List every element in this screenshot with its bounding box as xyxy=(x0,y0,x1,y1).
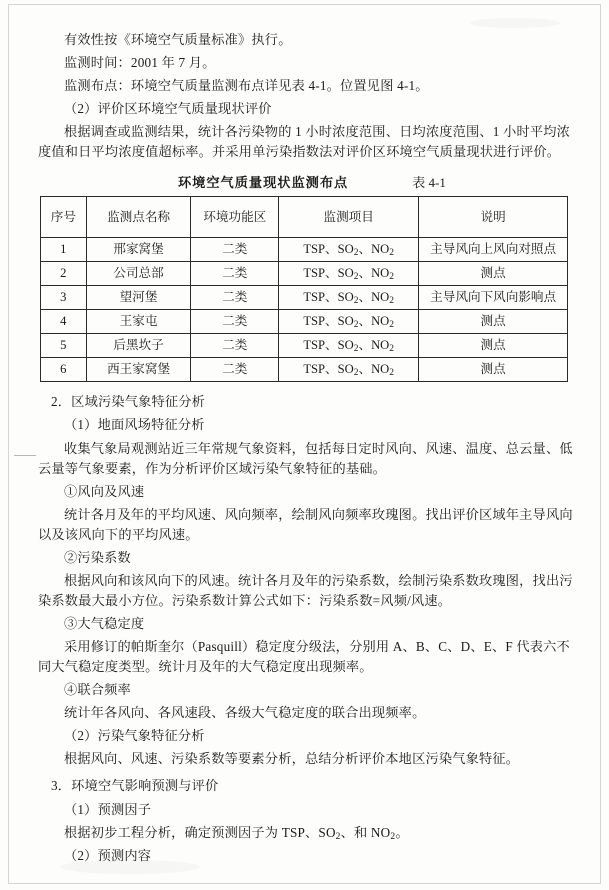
paragraph-2-1-body: 收集气象局观测站近三年常规气象资料，包括每日定时风向、风速、温度、总云量、低云量等气象要素，作为分析评价区域污染气象特征的基础。 xyxy=(38,440,573,476)
table-row xyxy=(41,310,568,334)
cell-monitor-items: TSP、$SO_2$、$NO_2$ xyxy=(279,262,419,286)
cell-point-name: 后黑坎子 xyxy=(86,334,191,358)
section-meteorology xyxy=(38,392,574,769)
paragraph-joint-frequency-heading: ④联合频率 xyxy=(64,682,131,698)
paragraph-monitor-points: 监测布点：环境空气质量监测布点详见表 4-1。位置见图 4-1。 xyxy=(64,78,429,94)
table-row xyxy=(41,238,568,262)
paragraph-stability-body: 采用修订的帕斯奎尔（Pasquill）稳定度分级法，分别用 A、B、C、D、E、F 代表六不同大气稳定度类型。统计月及年的大气稳定度出现频率。 xyxy=(38,639,570,675)
cell-note: 测点 xyxy=(419,334,568,358)
cell-note: 测点 xyxy=(419,262,568,286)
cell-note: 主导风向下风向影响点 xyxy=(419,286,568,310)
table-body xyxy=(41,238,568,382)
cell-index: 2 xyxy=(41,262,87,286)
cell-function-zone: 二类 xyxy=(191,262,279,286)
table-header-row xyxy=(41,197,568,238)
table-caption xyxy=(38,172,574,191)
column-header-function-zone: 环境功能区 xyxy=(191,197,279,238)
paragraph-coefficient-heading: ②污染系数 xyxy=(64,549,131,565)
table-number: 表 4-1 xyxy=(412,175,446,191)
paragraph-coefficient-body: 根据风向和该风向下的风速。统计各月及年的污染系数，绘制污染系数玫瑰图，找出污染系数最大最小方位。污染系数计算公式如下：污染系数=风频/风速。 xyxy=(38,572,573,608)
paragraph-2-2-heading: （2）污染气象特征分析 xyxy=(64,728,205,744)
scan-smudge xyxy=(470,18,560,28)
table-row xyxy=(41,334,568,358)
cell-point-name: 公司总部 xyxy=(86,262,191,286)
paragraph-3-1-heading: （1）预测因子 xyxy=(64,801,152,817)
cell-monitor-items: TSP、$SO_2$、$NO_2$ xyxy=(279,238,419,262)
cell-index: 3 xyxy=(41,286,87,310)
cell-function-zone: 二类 xyxy=(191,238,279,262)
paragraph-monitor-time: 监测时间：2001 年 7 月。 xyxy=(64,55,216,71)
cell-note: 测点 xyxy=(419,310,568,334)
table-title: 环境空气质量现状监测布点 xyxy=(178,175,349,191)
cell-note: 主导风向上风向对照点 xyxy=(419,238,568,262)
cell-point-name: 西王家窝堡 xyxy=(86,358,191,382)
cell-monitor-items: TSP、$SO_2$、$NO_2$ xyxy=(279,358,419,382)
cell-point-name: 望河堡 xyxy=(86,286,191,310)
paragraph-wind-heading: ①风向及风速 xyxy=(64,483,145,499)
paragraph-stability-heading: ③大气稳定度 xyxy=(64,616,145,631)
paragraph-wind-body: 统计各月及年的平均风速、风向频率，绘制风向频率玫瑰图。找出评价区域年主导风向以及该风向下的平均风速。 xyxy=(38,506,573,542)
margin-rule xyxy=(14,455,36,456)
cell-function-zone: 二类 xyxy=(191,286,279,310)
cell-monitor-items: TSP、$SO_2$、$NO_2$ xyxy=(279,310,419,334)
column-header-note: 说明 xyxy=(419,197,568,238)
cell-function-zone: 二类 xyxy=(191,334,279,358)
document-content xyxy=(38,30,574,869)
paragraph-validity: 有效性按《环境空气质量标准》执行。 xyxy=(64,32,292,47)
paragraph-2-2-body: 根据风向、风速、污染系数等要素分析，总结分析评价本地区污染气象特征。 xyxy=(64,751,520,767)
table-row xyxy=(41,358,568,382)
table-row xyxy=(41,286,568,310)
paragraph-eval-heading: （2）评价区环境空气质量现状评价 xyxy=(64,101,272,117)
column-header-point-name: 监测点名称 xyxy=(86,197,191,238)
cell-note: 测点 xyxy=(419,358,568,382)
cell-index: 5 xyxy=(41,334,87,358)
paragraph-3-2-heading: （2）预测内容 xyxy=(64,847,152,863)
section-heading-3: 3．环境空气影响预测与评价 xyxy=(51,778,219,794)
section-prediction xyxy=(38,776,574,865)
cell-function-zone: 二类 xyxy=(191,358,279,382)
cell-index: 4 xyxy=(41,310,87,334)
cell-index: 6 xyxy=(41,358,87,382)
section-heading-2: 2．区域污染气象特征分析 xyxy=(51,394,206,410)
paragraph-2-1-heading: （1）地面风场特征分析 xyxy=(64,417,205,433)
cell-point-name: 王家屯 xyxy=(86,310,191,334)
cell-index: 1 xyxy=(41,238,87,262)
paragraph-3-1-body: 根据初步工程分析，确定预测因子为 TSP、$SO_2$、和 $NO_2$。 xyxy=(64,824,409,842)
cell-point-name: 邢家窝堡 xyxy=(86,238,191,262)
table-row xyxy=(41,262,568,286)
cell-function-zone: 二类 xyxy=(191,310,279,334)
cell-monitor-items: TSP、$SO_2$、$NO_2$ xyxy=(279,334,419,358)
cell-monitor-items: TSP、$SO_2$、$NO_2$ xyxy=(279,286,419,310)
column-header-monitor-items: 监测项目 xyxy=(279,197,419,238)
column-header-index: 序号 xyxy=(41,197,87,238)
paragraph-joint-frequency-body: 统计年各风向、各风速段、各级大气稳定度的联合出现频率。 xyxy=(64,705,426,721)
monitor-points-table xyxy=(40,196,568,382)
paragraph-eval-body: 根据调查或监测结果，统计各污染物的 1 小时浓度范围、日均浓度范围、1 小时平均浓度值和日平均浓度值超标率。并采用单污染指数法对评价区环境空气质量现状进行评价。 xyxy=(38,124,571,160)
